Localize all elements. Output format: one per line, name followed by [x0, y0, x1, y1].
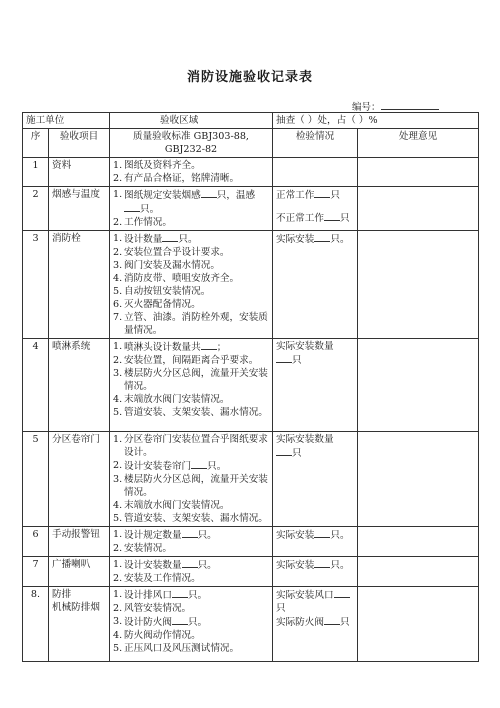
- row-project: 资料: [49, 158, 110, 187]
- item-text-part: 只。: [197, 560, 217, 571]
- item-number: 2.: [113, 173, 123, 184]
- row-standard: [110, 587, 273, 662]
- standard-item: [113, 172, 269, 185]
- item-text: [124, 172, 269, 185]
- standard-item: [113, 259, 269, 272]
- item-number: 5.: [113, 513, 123, 524]
- fill-blank: [182, 528, 198, 538]
- item-text-part: 分区卷帘门安装位置合乎图纸要求设计。: [124, 434, 268, 458]
- item-text-part: 有产品合格证，铭牌清晰。: [124, 173, 240, 184]
- fill-blank: [162, 232, 178, 242]
- row-standard: [110, 158, 273, 187]
- unit-label: 施工单位: [23, 113, 110, 129]
- status-line: [276, 433, 354, 446]
- item-text: [124, 298, 269, 311]
- row-status: [273, 527, 358, 557]
- status-text: 只。: [330, 234, 350, 245]
- row-opinion: [358, 557, 479, 587]
- item-text-part: 风管安装情况。: [124, 603, 192, 614]
- standard-item: [113, 499, 269, 512]
- standard-item: [113, 159, 269, 172]
- item-text-part: 只。: [207, 461, 227, 472]
- row-standard: [110, 527, 273, 557]
- item-text-part: 喷淋头设计数量共: [124, 342, 201, 353]
- item-text: [124, 406, 269, 419]
- item-number: 2.: [113, 603, 123, 614]
- status-text: 实际安装: [276, 560, 315, 571]
- standard-item: [113, 558, 269, 572]
- item-text-part: 只。: [178, 234, 198, 245]
- item-text: [124, 473, 269, 499]
- item-text-part: 只，温感: [216, 190, 256, 201]
- status-text: 只: [292, 355, 302, 366]
- row-opinion: [358, 432, 479, 527]
- standard-item: [113, 512, 269, 525]
- row-status: [273, 158, 358, 187]
- fill-blank: [314, 528, 330, 538]
- status-line: [276, 188, 354, 202]
- status-text: 实际安装数量: [276, 434, 334, 445]
- status-text: 只。: [330, 530, 350, 541]
- item-text-part: 自动按钮安装情况。: [124, 286, 211, 297]
- standard-item: [113, 542, 269, 555]
- standard-item: [113, 298, 269, 311]
- item-text: [124, 588, 269, 602]
- item-text: [124, 459, 269, 473]
- header-opinion: 处理意见: [358, 129, 479, 158]
- row-opinion: [358, 187, 479, 231]
- fill-blank: [324, 211, 340, 221]
- row-opinion: [358, 527, 479, 557]
- item-number: 5.: [113, 643, 123, 654]
- standard-item: [113, 311, 269, 337]
- standard-item: [113, 459, 269, 473]
- row-opinion: [358, 158, 479, 187]
- status-text: 只: [339, 617, 350, 628]
- status-line: [276, 615, 354, 629]
- row-project: 手动报警钮: [49, 527, 110, 557]
- standard-item: [113, 272, 269, 285]
- fill-blank: [191, 459, 207, 469]
- header-project: 验收项目: [49, 129, 110, 158]
- item-text-part: 末端放水阀门安装情况。: [124, 394, 230, 405]
- item-number: 4.: [113, 630, 123, 641]
- item-text-part: 安装位置合乎设计要求。: [124, 247, 230, 258]
- status-text: 只: [292, 448, 302, 459]
- item-text: [124, 216, 269, 229]
- document-title: 消防设施验收记录表: [186, 70, 313, 85]
- status-text: 实际安装风口: [276, 590, 334, 601]
- item-number: 1.: [113, 189, 123, 200]
- header-seq: 序: [23, 129, 49, 158]
- sample-label: 抽查（ ）处，占（ ）%: [273, 113, 479, 129]
- item-text-part: 灭火器配备情况。: [124, 299, 201, 310]
- item-number: 4.: [113, 273, 123, 284]
- area-label: 验收区域: [110, 113, 273, 129]
- item-number: 2.: [113, 460, 123, 471]
- item-text-part: 管道安装、支架安装、漏水情况。: [124, 513, 268, 524]
- fill-blank: [201, 340, 217, 350]
- item-text-part: 立管、油漆。消防栓外观，安装质量情况。: [124, 312, 268, 336]
- item-text: [124, 528, 269, 542]
- item-text: [124, 367, 269, 393]
- table-body: [23, 158, 479, 662]
- item-text-part: 楼层防火分区总阀，流量开关安装情况。: [124, 474, 268, 498]
- item-text: [124, 259, 269, 272]
- item-text: [124, 572, 269, 585]
- standard-item: [113, 642, 269, 655]
- item-number: 1.: [113, 529, 123, 540]
- row-standard: [110, 432, 273, 527]
- serial-number: [352, 99, 439, 113]
- status-line: [276, 211, 354, 225]
- row-project: 防排 机械防排烟: [49, 587, 110, 662]
- row-seq: 1: [23, 158, 49, 187]
- item-number: 7.: [113, 312, 123, 323]
- standard-item: [113, 406, 269, 419]
- item-text: [124, 433, 269, 459]
- unit-row: [23, 113, 479, 129]
- row-seq: 4: [23, 339, 49, 432]
- row-status: [273, 231, 358, 339]
- item-text-part: 图纸规定安装烟感: [124, 190, 201, 201]
- item-text-part: 安装情况。: [124, 543, 172, 554]
- header-row: [23, 129, 479, 158]
- item-text-part: 设计防火阀: [124, 617, 172, 628]
- item-number: 3.: [113, 260, 123, 271]
- item-text-part: 设计规定数量: [124, 530, 182, 541]
- item-number: 5.: [113, 286, 123, 297]
- serial-label: 编号：: [352, 102, 381, 113]
- item-text: [124, 285, 269, 298]
- fill-blank: [334, 588, 350, 598]
- table-row: [23, 557, 479, 587]
- item-text: [124, 629, 269, 642]
- status-text: 正常工作: [276, 190, 315, 201]
- item-number: 2.: [113, 573, 123, 584]
- row-seq: 7: [23, 557, 49, 587]
- fill-blank: [172, 615, 188, 625]
- row-project: 广播喇叭: [49, 557, 110, 587]
- fill-blank: [314, 188, 330, 198]
- standard-item: [113, 588, 269, 602]
- standard-item: [113, 629, 269, 642]
- row-seq: 5: [23, 432, 49, 527]
- status-text: 不正常工作: [276, 213, 324, 224]
- item-number: 4.: [113, 500, 123, 511]
- item-text-part: 管道安装、支架安装、漏水情况。: [124, 407, 268, 418]
- item-text-part: 设计安装卷帘门: [124, 461, 192, 472]
- item-number: 3.: [113, 474, 123, 485]
- item-number: 1.: [113, 160, 123, 171]
- item-text: [124, 311, 269, 337]
- fill-blank: [201, 188, 217, 198]
- table-row: [23, 231, 479, 339]
- item-text-part: 楼层防火分区总阀，流量开关安装情况。: [124, 368, 268, 392]
- standard-item: [113, 572, 269, 585]
- status-text: 实际防火阀: [276, 617, 324, 628]
- item-number: 4.: [113, 394, 123, 405]
- standard-item: [113, 354, 269, 367]
- status-text: 只。: [330, 560, 350, 571]
- item-text: [124, 232, 269, 246]
- item-text-part: 只。: [187, 590, 208, 601]
- fill-blank: [182, 558, 198, 568]
- standard-item: [113, 232, 269, 246]
- standard-item: [113, 285, 269, 298]
- status-line: [276, 232, 354, 246]
- item-text-part: 防火阀动作情况。: [124, 630, 201, 641]
- status-text: 只: [330, 190, 340, 201]
- status-line: [276, 446, 354, 460]
- status-line: [276, 340, 354, 353]
- standard-item: [113, 473, 269, 499]
- fill-blank: [172, 588, 188, 598]
- item-text-part: 安装及工作情况。: [124, 573, 201, 584]
- item-number: 1.: [113, 589, 123, 600]
- row-status: [273, 339, 358, 432]
- item-text: [124, 542, 269, 555]
- header-status: 检验情况: [273, 129, 358, 158]
- item-text-part: 阀门安装及漏水情况。: [124, 260, 220, 271]
- item-text: [124, 558, 269, 572]
- status-text: 只: [276, 603, 286, 614]
- item-text: [124, 512, 269, 525]
- item-text-part: 只。: [187, 617, 208, 628]
- item-text: [124, 340, 269, 354]
- table-row: [23, 187, 479, 231]
- item-number: 6.: [113, 299, 123, 310]
- standard-item: [113, 528, 269, 542]
- item-text-part: 正压风口及风压测试情况。: [124, 643, 240, 654]
- item-text-part: 安装位置，间隔距离合乎要求。: [124, 355, 259, 366]
- header-standard: 质量验收标准 GBJ303-88, GBJ232-82: [110, 129, 273, 158]
- item-text-part: 消防皮带、喷咀安放齐全。: [124, 273, 240, 284]
- fill-blank: [324, 615, 340, 625]
- standard-item: [113, 246, 269, 259]
- table-row: [23, 339, 479, 432]
- item-text: [124, 393, 269, 406]
- item-number: 1.: [113, 341, 123, 352]
- item-text: [124, 499, 269, 512]
- row-project: 分区卷帘门: [49, 432, 110, 527]
- item-text-part: 设计数量: [124, 234, 163, 245]
- status-line: [276, 558, 354, 572]
- item-text-part: 设计排风口: [124, 590, 172, 601]
- standard-item: [113, 602, 269, 615]
- standard-item: [113, 188, 269, 216]
- row-status: [273, 187, 358, 231]
- row-seq: 6: [23, 527, 49, 557]
- item-text: [124, 272, 269, 285]
- status-text: 实际安装: [276, 234, 315, 245]
- table-row: [23, 158, 479, 187]
- status-line: [276, 353, 354, 367]
- item-text: [124, 602, 269, 615]
- item-text-part: 设计安装数量: [124, 560, 182, 571]
- standard-item: [113, 433, 269, 459]
- table-row: [23, 432, 479, 527]
- status-line: [276, 588, 354, 615]
- item-number: 1.: [113, 233, 123, 244]
- standard-item: [113, 340, 269, 354]
- row-standard: [110, 231, 273, 339]
- item-number: 2.: [113, 355, 123, 366]
- item-text-part: 末端放水阀门安装情况。: [124, 500, 230, 511]
- row-status: [273, 432, 358, 527]
- item-text: [124, 246, 269, 259]
- item-text-part: 工作情况。: [124, 217, 172, 228]
- row-opinion: [358, 339, 479, 432]
- item-text: [124, 159, 269, 172]
- row-status: [273, 587, 358, 662]
- item-text: [124, 354, 269, 367]
- fill-blank: [314, 232, 330, 242]
- fill-blank: [124, 202, 140, 212]
- item-number: 3.: [113, 368, 123, 379]
- status-gap: [276, 202, 354, 211]
- item-text-part: 只。: [197, 530, 217, 541]
- row-opinion: [358, 231, 479, 339]
- standard-item: [113, 393, 269, 406]
- status-line: [276, 528, 354, 542]
- row-standard: [110, 557, 273, 587]
- serial-blank: [381, 100, 439, 110]
- standard-item: [113, 367, 269, 393]
- item-number: 5.: [113, 407, 123, 418]
- status-text: 只: [339, 213, 350, 224]
- status-text: 实际安装: [276, 530, 315, 541]
- item-number: 2.: [113, 247, 123, 258]
- inspection-table: [22, 112, 479, 662]
- item-text: [124, 642, 269, 655]
- row-seq: 2: [23, 187, 49, 231]
- standard-item: [113, 615, 269, 629]
- row-project: 烟感与温度: [49, 187, 110, 231]
- item-text: [124, 615, 269, 629]
- item-number: 1.: [113, 434, 123, 445]
- row-standard: [110, 187, 273, 231]
- status-text: 实际安装数量: [276, 341, 334, 352]
- item-number: 3.: [113, 616, 123, 627]
- item-text-part: 图纸及资料齐全。: [124, 160, 201, 171]
- table-row: [23, 587, 479, 662]
- table-row: [23, 527, 479, 557]
- row-seq: 3: [23, 231, 49, 339]
- row-status: [273, 557, 358, 587]
- row-standard: [110, 339, 273, 432]
- row-project: 喷淋系统: [49, 339, 110, 432]
- standard-item: [113, 216, 269, 229]
- row-seq: 8.: [23, 587, 49, 662]
- item-text-part: ；: [216, 342, 227, 353]
- item-text-part: 只。: [140, 204, 160, 215]
- fill-blank: [276, 353, 292, 363]
- item-number: 2.: [113, 543, 123, 554]
- item-number: 2.: [113, 217, 123, 228]
- fill-blank: [314, 558, 330, 568]
- row-project: 消防栓: [49, 231, 110, 339]
- item-number: 1.: [113, 559, 123, 570]
- item-text: [124, 188, 269, 216]
- fill-blank: [276, 446, 292, 456]
- row-opinion: [358, 587, 479, 662]
